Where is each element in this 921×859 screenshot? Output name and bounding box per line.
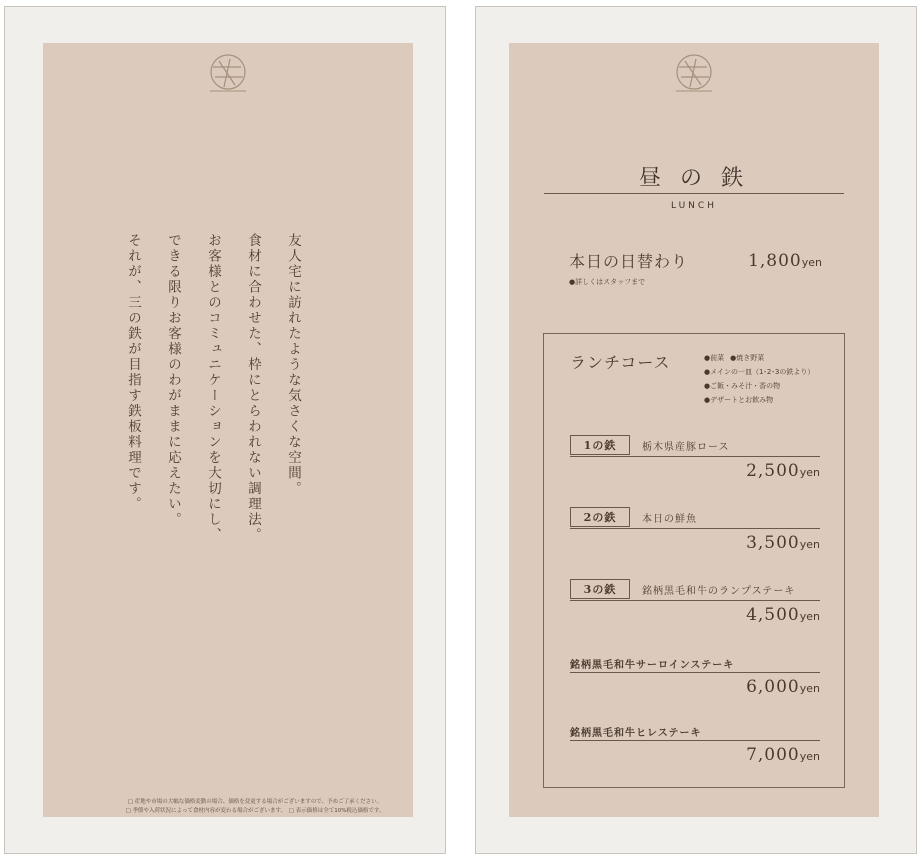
price-value: 7,000 [746,745,800,765]
course-include-row [704,351,820,365]
brand-logo [671,51,717,97]
lunch-panel [509,43,879,817]
title-divider [544,193,844,194]
course-item-name: 本日の鮮魚 [642,513,697,525]
price-value: 4,500 [746,605,800,625]
course-item [570,434,820,481]
course-item-price [570,533,820,553]
course-item-name: 栃木県産豚ロース [642,441,730,453]
course-include-row [704,379,820,393]
footnote: □ 産地や市場の大幅な価格変動の場合、価格を変更する場合がございますので、予めご了承ください。 [127,799,383,805]
price-unit: yen [799,750,820,763]
course-tag: 3の鉄 [570,579,630,599]
course-item-name: 銘柄黒毛和牛のランプステーキ [642,585,796,597]
course-include-row [704,393,820,407]
item-divider [570,456,820,457]
price-unit: yen [799,610,820,623]
page-title: 昼 の 鉄 [639,166,749,191]
lunch-course-box [543,333,845,788]
course-title: ランチコース [570,353,671,372]
price-value: 6,000 [746,677,800,697]
page-subtitle: LUNCH [671,201,717,211]
course-item-price [570,461,820,481]
menu-page-right [475,6,917,854]
price-value: 3,500 [746,533,800,553]
course-item [570,578,820,625]
intro-line: お客様とのコミュニケーションを大切にし、 [205,233,221,543]
intro-text [113,233,313,573]
course-item-price [570,605,820,625]
price-value: 1,800 [748,251,802,271]
course-tag: 1の鉄 [570,435,630,455]
course-include-item: ●メインの一皿（1･2･3の鉄より） [704,368,815,376]
course-include-item: ●デザートとお飲み物 [704,396,774,404]
brand-logo [205,51,251,97]
price-unit: yen [801,256,822,269]
course-tag: 2の鉄 [570,507,630,527]
extra-item-name: 銘柄黒毛和牛サーロインステーキ [570,660,735,671]
item-divider [570,672,820,673]
daily-special-name: 本日の日替わり [569,252,689,271]
extra-item-name: 銘柄黒毛和牛ヒレステーキ [570,728,702,739]
extra-item [570,724,820,765]
intro-line: 友人宅に訪れたような気さくな空間。 [285,233,301,497]
course-include-item: ●焼き野菜 [730,354,765,362]
extra-item-price [570,677,820,697]
intro-line: 食材に合わせた、枠にとらわれない調理法。 [245,233,261,543]
price-unit: yen [799,682,820,695]
extra-item-price [570,745,820,765]
course-include-item: ●ご飯・みそ汁・香の物 [704,382,781,390]
price-value: 2,500 [746,461,800,481]
extra-item [570,656,820,697]
price-unit: yen [799,466,820,479]
course-includes [704,351,820,407]
daily-special-price [748,251,822,271]
course-include-item: ●前菜 [704,354,725,362]
item-divider [570,528,820,529]
course-item [570,506,820,553]
daily-special-note: ●詳しくはスタッフまで [569,278,646,286]
price-unit: yen [799,538,820,551]
item-divider [570,740,820,741]
footnote: □ 季節や入荷状況によって食材内容が変わる場合がございます。 □ 表示価格は全て10%税込価格です。 [125,808,385,814]
course-include-row [704,365,820,379]
menu-page-left [4,6,446,854]
item-divider [570,600,820,601]
intro-panel [43,43,413,817]
intro-line: できる限りお客様のわがままに応えたい。 [165,233,181,528]
intro-line: それが、三の鉄が目指す鉄板料理です。 [125,233,141,512]
